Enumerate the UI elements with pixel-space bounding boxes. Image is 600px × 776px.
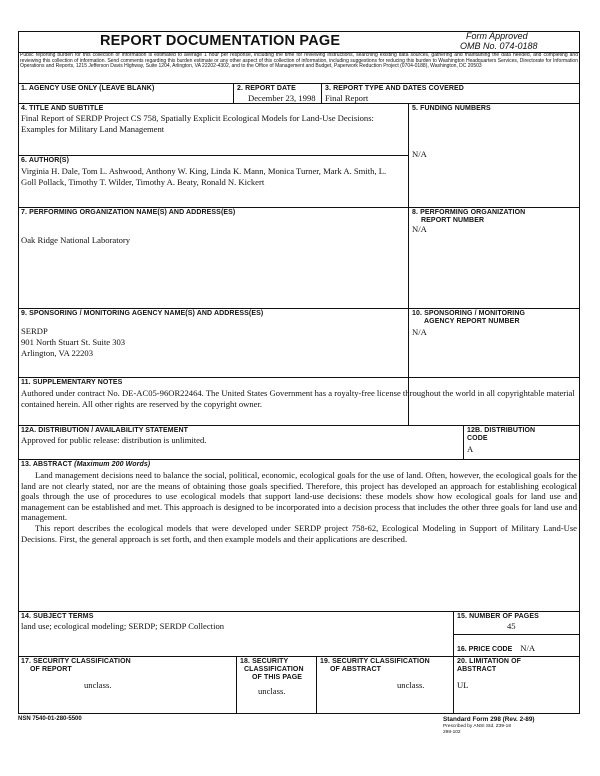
- sec-abstract-label-2: OF ABSTRACT: [330, 666, 382, 673]
- report-type-value: Final Report: [325, 93, 369, 103]
- sponsoring-report-label-2: AGENCY REPORT NUMBER: [424, 318, 520, 325]
- distribution-code-label-2: CODE: [467, 435, 488, 442]
- price-code: [457, 638, 535, 656]
- abstract-para-2: This report describes the ecological models that were developed under SERDP project 758-62, Ecological Modeling in Support of Military Land-Use Decisions. First, the general approach is set forth, and then example models and their applications are described.: [21, 523, 577, 544]
- subject-terms-label: 14. SUBJECT TERMS: [21, 613, 94, 620]
- sponsor-line-1: SERDP: [21, 326, 48, 336]
- sec-abstract-value: unclass.: [397, 680, 425, 690]
- distribution-label: 12A. DISTRIBUTION / AVAILABILITY STATEMENT: [21, 427, 189, 434]
- distribution-value: Approved for public release: distribution is unlimited.: [21, 435, 207, 445]
- page-title: REPORT DOCUMENTATION PAGE: [100, 33, 341, 49]
- burden-notice: Public reporting burden for this collection of information is estimated to average 1 hour per response, including the time for reviewing instructions, searching existing data sources, gathering and maintaining the data needed, and completing and reviewing this collection of information. Send comments regarding this burden estimate or any other aspect of this collection of information, including suggestions for reducing this burden to Washington Headquarters Services, Directorate for Information Operations and Reports, 1215 Jefferson Davis Highway, Suite 1204, Arlington, VA 22202-4302, and to the Office of Management and Budget, Paperwork Reduction Project (0704-0188), Washington, DC 20503: [20, 53, 578, 70]
- agency-use-label: 1. AGENCY USE ONLY (LEAVE BLANK): [21, 85, 155, 92]
- report-type-label: 3. REPORT TYPE AND DATES COVERED: [325, 85, 464, 92]
- performing-org-value: Oak Ridge National Laboratory: [21, 235, 131, 245]
- abstract-label-text: 13. ABSTRACT: [21, 461, 73, 468]
- sec-report-value: unclass.: [84, 680, 112, 690]
- report-date-value: December 23, 1998: [248, 93, 316, 103]
- supplementary-label: 11. SUPPLEMENTARY NOTES: [21, 379, 123, 386]
- sec-page-value: unclass.: [258, 686, 286, 696]
- distribution-code-label: 12B. DISTRIBUTION: [467, 427, 536, 434]
- form-code: 298-102: [443, 730, 461, 735]
- supplementary-value: Authored under contract No. DE-AC05-96OR22464. The United States Government has a royalty-free license throughout the world in all copyrightable material contained herein. All other rights are reserved by the copyright owner.: [21, 388, 575, 409]
- sponsoring-report-value: N/A: [412, 327, 427, 337]
- sponsor-line-2: 901 North Stuart St. Suite 303: [21, 337, 126, 347]
- sec-report-label-2: OF REPORT: [30, 666, 72, 673]
- abstract-para-1: Land management decisions need to balance the social, political, economic, ecological goals for the use of land. Often, however, the ecological goals for the land are not clearly stated, nor are the means of obtaining those goals specified. Therefore, this project has developed an approach for establishing ecological goals through the use of procedures to use ecological models that support land-use decisions: these models show how ecological goals for land use and management can be established and met. This approach is designed to be incorporated into a decision process that includes the other three goals for land use and management.: [21, 470, 577, 522]
- performing-report-label-2: REPORT NUMBER: [421, 217, 485, 224]
- prescribed-by: Prescribed by ANSI Std. Z39-18: [443, 724, 511, 729]
- limitation-label: 20. LIMITATION OF: [457, 658, 522, 665]
- performing-report-label: 8. PERFORMING ORGANIZATION: [412, 209, 526, 216]
- performing-org-label: 7. PERFORMING ORGANIZATION NAME(S) AND ADDRESS(ES): [21, 209, 236, 216]
- distribution-code-value: A: [467, 444, 474, 454]
- sec-report-label: 17. SECURITY CLASSIFICATION: [21, 658, 131, 665]
- sec-abstract-label: 19. SECURITY CLASSIFICATION: [320, 658, 430, 665]
- performing-report-value: N/A: [412, 224, 427, 234]
- nsn-number: NSN 7540-01-280-5500: [18, 716, 82, 722]
- sec-page-label-3: OF THIS PAGE: [252, 674, 303, 681]
- omb-number: OMB No. 074-0188: [460, 41, 538, 51]
- sponsoring-agency-label: 9. SPONSORING / MONITORING AGENCY NAME(S) AND ADDRESS(ES): [21, 310, 264, 317]
- sponsoring-report-label: 10. SPONSORING / MONITORING: [412, 310, 526, 317]
- funding-label: 5. FUNDING NUMBERS: [412, 105, 491, 112]
- price-code-label: 16. PRICE CODE: [457, 646, 513, 653]
- limitation-label-2: ABSTRACT: [457, 666, 497, 673]
- sec-page-label: 18. SECURITY: [240, 658, 289, 665]
- funding-value: N/A: [412, 149, 427, 159]
- authors-value: Virginia H. Dale, Tom L. Ashwood, Anthony W. King, Linda K. Mann, Monica Turner, Mark A. Smith, L. Goll Pollack, Timothy T. Wilder, Timothy A. Beaty, Ronald N. Kickert: [21, 166, 387, 187]
- abstract-label-note: (Maximum 200 Words): [74, 461, 151, 468]
- form-approved: Form Approved: [466, 31, 528, 41]
- sec-page-label-2: CLASSIFICATION: [244, 666, 304, 673]
- title-value: Final Report of SERDP Project CS 758, Spatially Explicit Ecological Models for Land-Use Decisions: Examples for Military Land Management: [21, 113, 374, 134]
- report-date-label: 2. REPORT DATE: [237, 85, 296, 92]
- num-pages-value: 45: [507, 621, 516, 631]
- abstract-label: [21, 461, 150, 468]
- limitation-value: UL: [457, 680, 469, 690]
- num-pages-label: 15. NUMBER OF PAGES: [457, 613, 539, 620]
- authors-label: 6. AUTHOR(S): [21, 157, 69, 164]
- subject-terms-value: land use; ecological modeling; SERDP; SERDP Collection: [21, 621, 225, 631]
- sponsor-line-3: Arlington, VA 22203: [21, 348, 94, 358]
- standard-form: Standard Form 298 (Rev. 2-89): [443, 716, 535, 723]
- title-label: 4. TITLE AND SUBTITLE: [21, 105, 104, 112]
- price-code-value: N/A: [520, 643, 536, 653]
